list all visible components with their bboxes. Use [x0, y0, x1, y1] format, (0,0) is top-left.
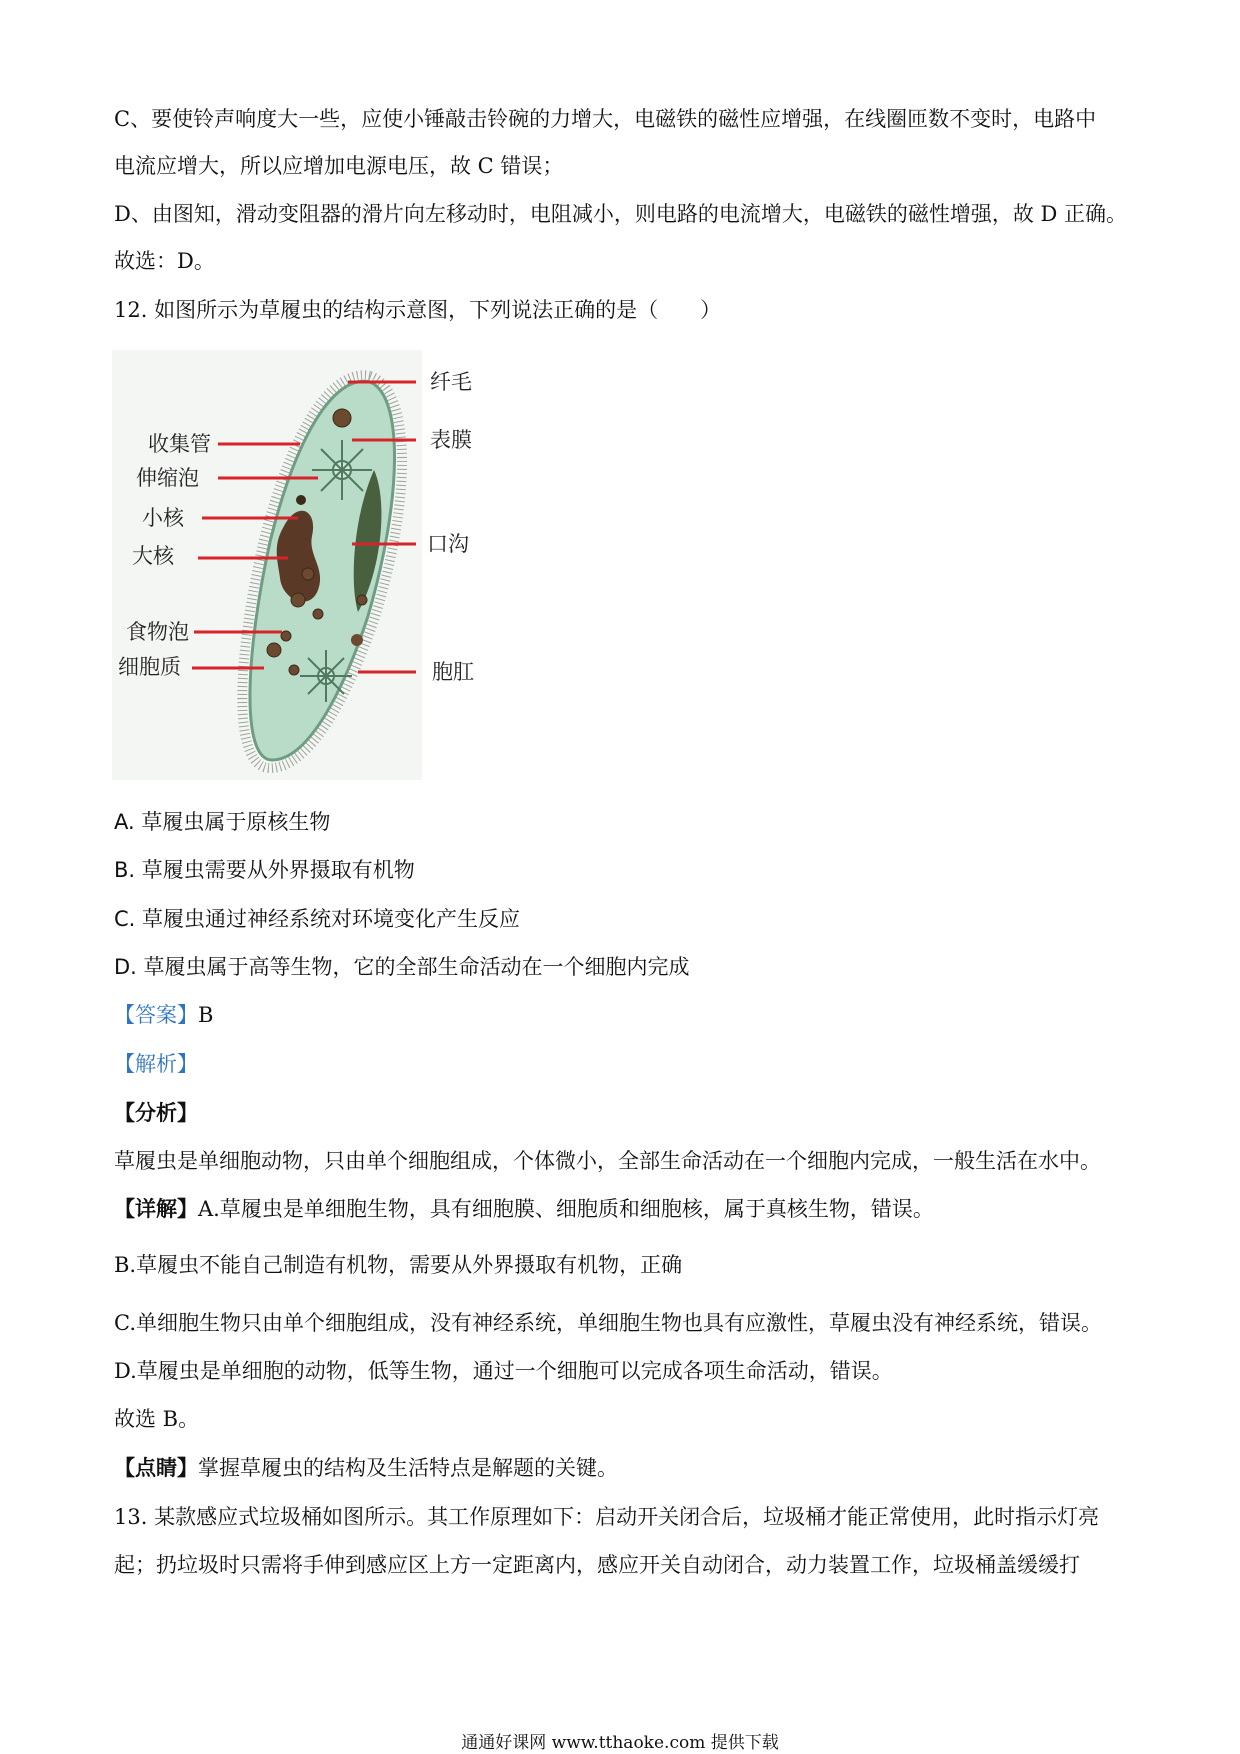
label-cilia: 纤毛	[430, 370, 472, 394]
option-c: C. 草履虫通过神经系统对环境变化产生反应	[114, 907, 521, 931]
detail-a-line	[114, 1194, 934, 1224]
detail-d: D.草履虫是单细胞的动物，低等生物，通过一个细胞可以完成各项生命活动，错误。	[114, 1359, 893, 1383]
label-micronucleus: 小核	[142, 506, 184, 530]
fenxi-text: 草履虫是单细胞动物，只由单个细胞组成，个体微小，全部生命活动在一个细胞内完成，一般生活在水中。	[114, 1149, 1101, 1173]
option-b: B. 草履虫需要从外界摄取有机物	[114, 858, 415, 882]
q12-stem: 12. 如图所示为草履虫的结构示意图，下列说法正确的是（ ）	[114, 298, 722, 322]
label-membrane: 表膜	[430, 428, 472, 452]
option-d: D. 草履虫属于高等生物，它的全部生命活动在一个细胞内完成	[114, 955, 690, 979]
detail-c: C.单细胞生物只由单个细胞组成，没有神经系统，单细胞生物也具有应激性，草履虫没有神经系统，错误。	[114, 1311, 1102, 1335]
label-oral-groove: 口沟	[427, 532, 469, 556]
prev-choice: 故选：D。	[114, 249, 215, 273]
q13-line2: 起；扔垃圾时只需将手伸到感应区上方一定距离内，感应开关自动闭合，动力装置工作，垃圾桶盖缓缓打	[114, 1553, 1080, 1577]
contractile-vacuole-upper	[312, 440, 372, 500]
option-a: A. 草履虫属于原核生物	[114, 810, 331, 834]
label-anal-pore: 胞肛	[432, 660, 474, 684]
answer-line	[114, 1000, 213, 1030]
prev-c-line2: 电流应增大，所以应增加电源电压，故 C 错误；	[114, 154, 564, 178]
detail-a: A.草履虫是单细胞生物，具有细胞膜、细胞质和细胞核，属于真核生物，错误。	[198, 1197, 934, 1221]
prev-c-line1: C、要使铃声响度大一些，应使小锤敲击铃碗的力增大，电磁铁的磁性应增强，在线圈匝数不变时，电路中	[114, 107, 1097, 131]
detail-b: B.草履虫不能自己制造有机物，需要从外界摄取有机物，正确	[114, 1253, 683, 1277]
anal-pore	[351, 634, 363, 646]
label-macronucleus: 大核	[132, 544, 174, 568]
detail-tag: 【详解】	[114, 1196, 198, 1221]
paramecium-diagram	[112, 350, 542, 780]
prev-d-line: D、由图知，滑动变阻器的滑片向左移动时，电阻减小，则电路的电流增大，电磁铁的磁性增强，故 D 正确。	[114, 202, 1128, 226]
answer-tag: 【答案】	[114, 1003, 198, 1027]
q12-choice: 故选 B。	[114, 1407, 200, 1431]
analysis-tag: 【解析】	[114, 1052, 198, 1076]
fenxi-tag: 【分析】	[114, 1100, 198, 1125]
dianjing-tag: 【点睛】	[114, 1455, 198, 1480]
answer-value: B	[198, 1003, 214, 1027]
micronucleus	[296, 495, 306, 505]
dianjing-line	[114, 1453, 618, 1483]
label-food-vacuole: 食物泡	[126, 620, 189, 644]
label-collecting-tube: 收集管	[148, 432, 211, 456]
label-contractile-vacuole: 伸缩泡	[136, 466, 199, 490]
page-footer: 通通好课网 www.tthaoke.com 提供下载	[461, 1733, 779, 1753]
label-cytoplasm: 细胞质	[118, 655, 181, 679]
q13-line1: 13. 某款感应式垃圾桶如图所示。其工作原理如下：启动开关闭合后，垃圾桶才能正常使用，此时指示灯亮	[114, 1505, 1100, 1529]
dianjing-text: 掌握草履虫的结构及生活特点是解题的关键。	[198, 1456, 618, 1480]
